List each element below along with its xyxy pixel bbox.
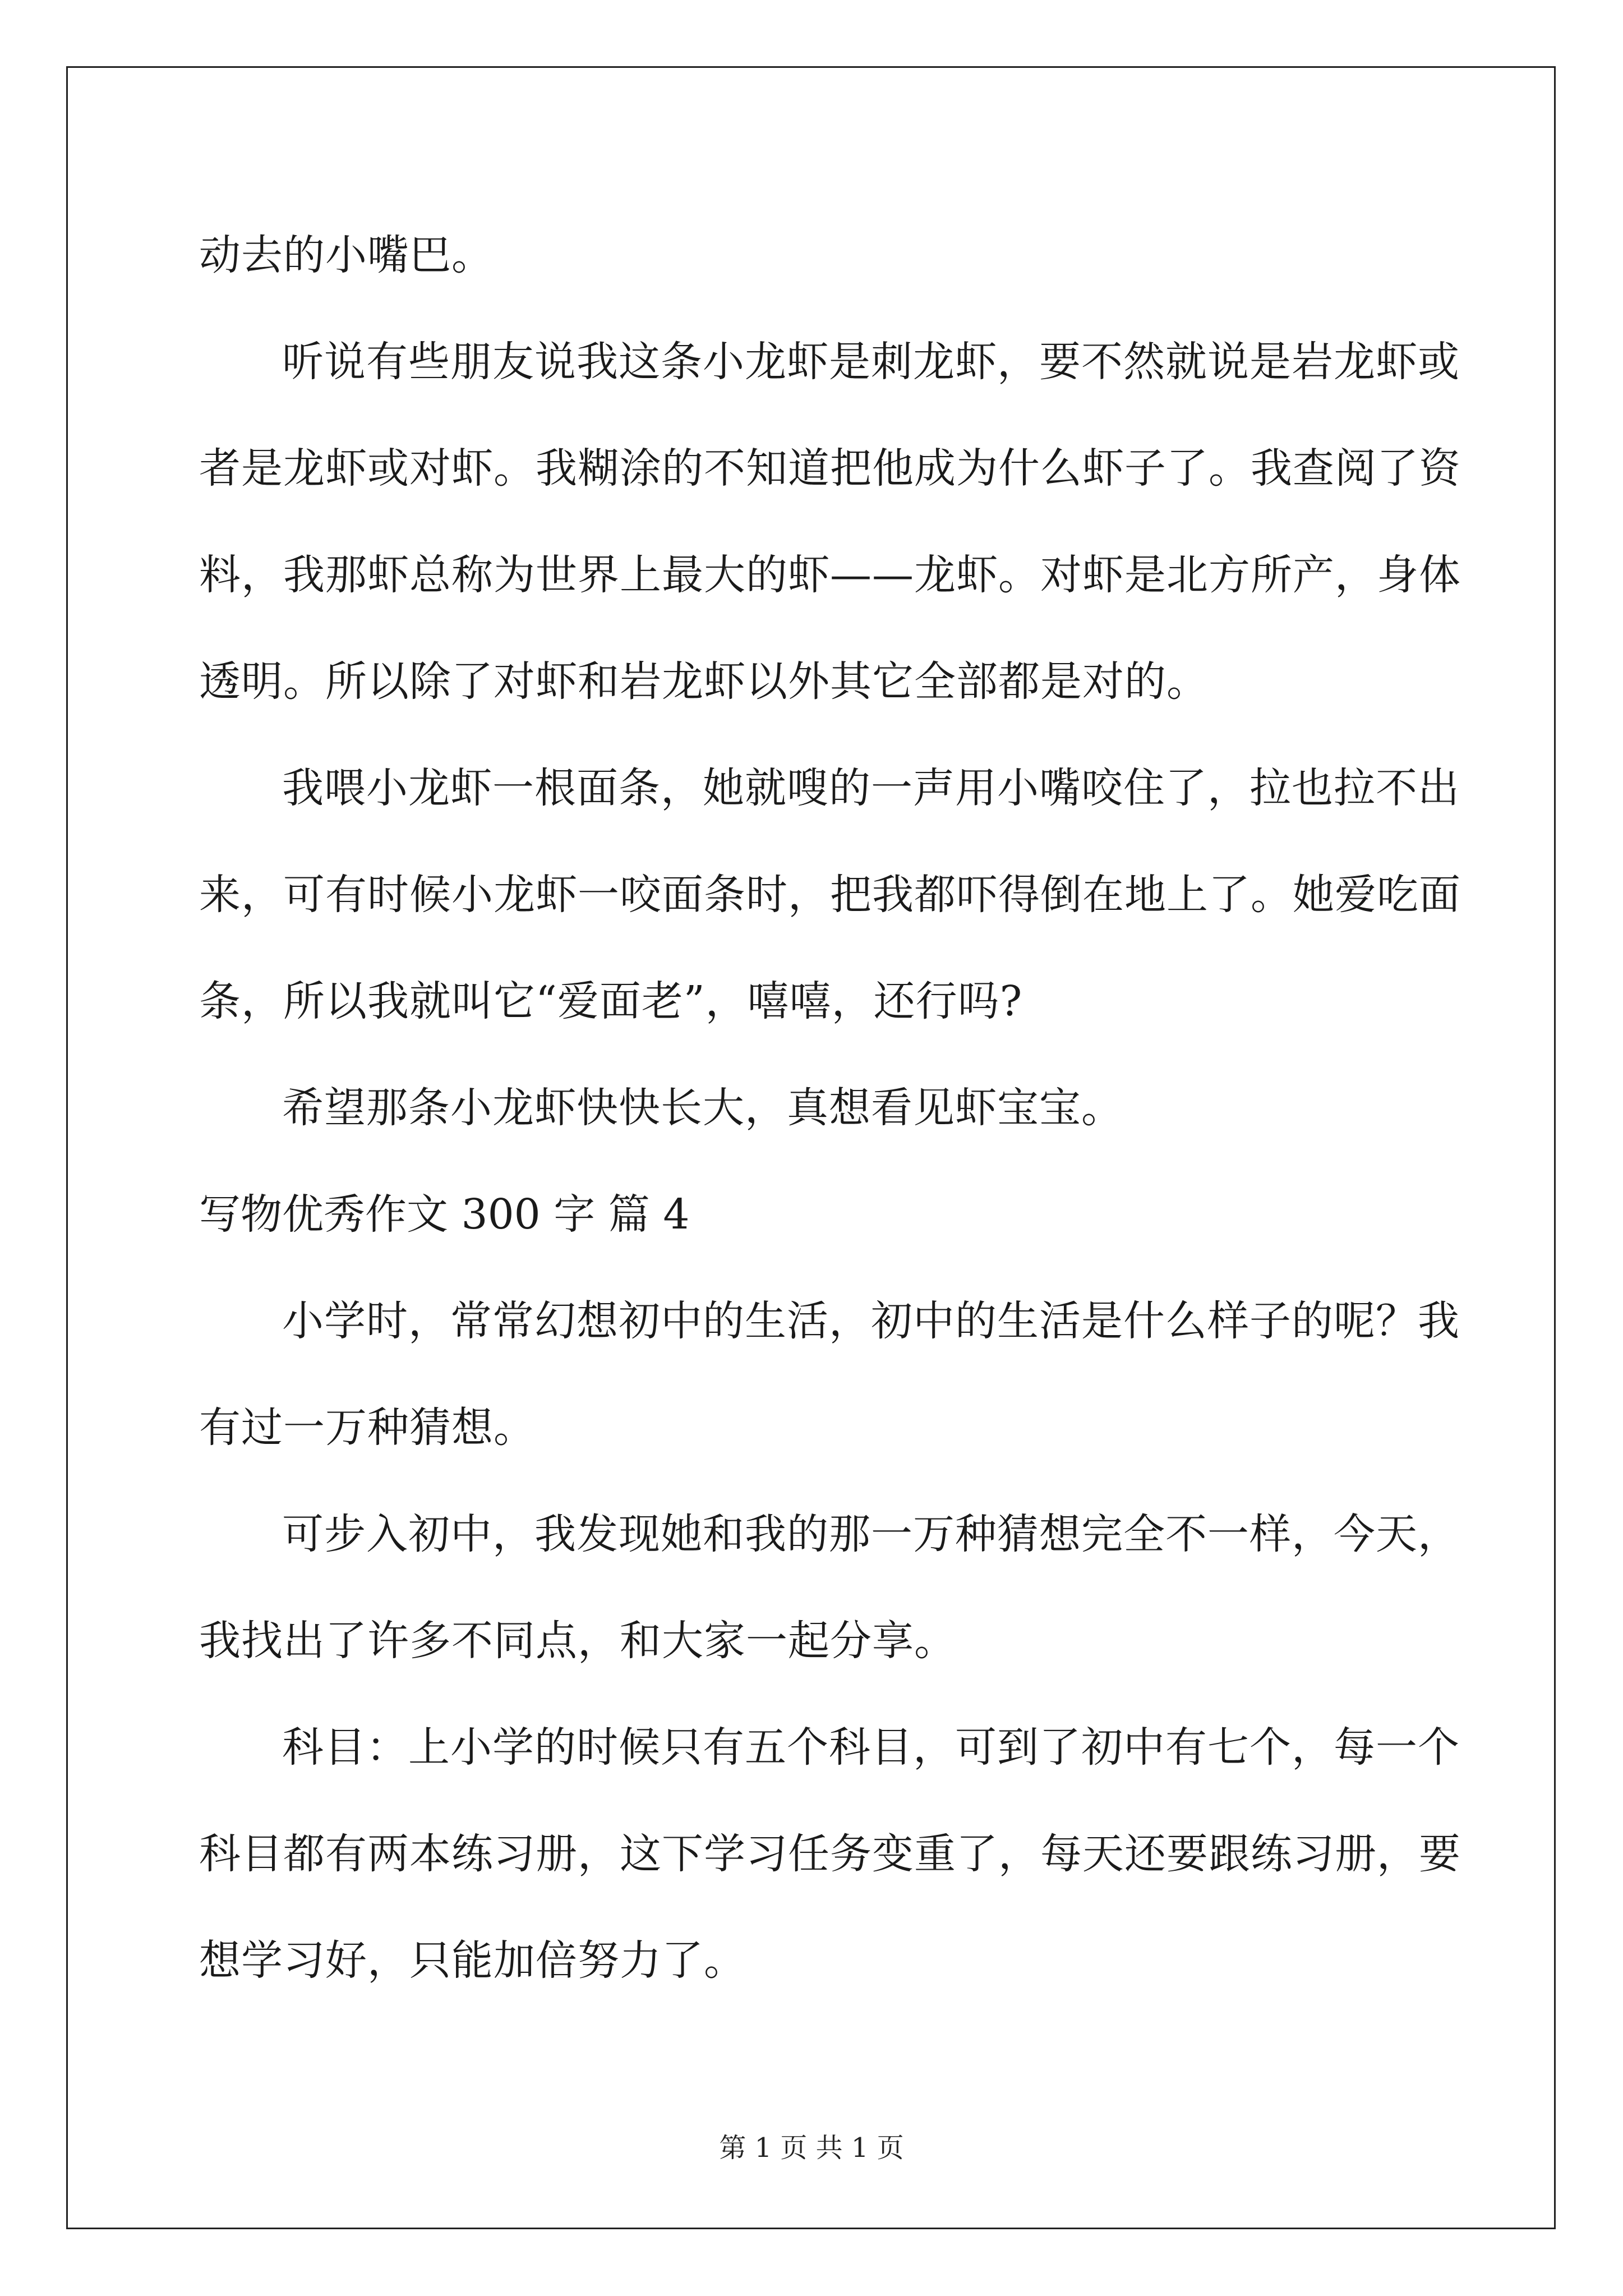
paragraph-line: 想学习好，只能加倍努力了。 [199, 1936, 746, 1985]
section-heading: 写物优秀作文 300 字 篇 4 [199, 1190, 690, 1239]
page-number-footer: 第 1 页 共 1 页 [719, 2132, 904, 2164]
paragraph-line: 动去的小嘴巴。 [199, 231, 494, 279]
paragraph-line: 者是龙虾或对虾。我糊涂的不知道把他成为什么虾子了。我查阅了资 [199, 444, 1461, 493]
paragraph-line: 科目都有两本练习册，这下学习任务变重了，每天还要跟练习册，要 [199, 1830, 1461, 1878]
paragraph-line: 可步入初中，我发现她和我的那一万种猜想完全不一样，今天， [282, 1510, 1460, 1558]
paragraph-line: 小学时，常常幻想初中的生活，初中的生活是什么样子的呢？我 [282, 1297, 1460, 1345]
paragraph-line: 条，所以我就叫它“爱面老”，嘻嘻，还行吗? [199, 977, 1023, 1025]
paragraph-line: 料，我那虾总称为世界上最大的虾——龙虾。对虾是北方所产，身体 [199, 551, 1461, 599]
paragraph-line: 听说有些朋友说我这条小龙虾是刺龙虾，要不然就说是岩龙虾或 [282, 338, 1460, 386]
paragraph-line: 透明。所以除了对虾和岩龙虾以外其它全部都是对的。 [199, 657, 1209, 706]
document-body [199, 202, 1461, 2014]
paragraph-line: 我喂小龙虾一根面条，她就嗖的一声用小嘴咬住了，拉也拉不出 [282, 764, 1460, 812]
paragraph-line: 有过一万种猜想。 [199, 1404, 536, 1452]
paragraph-line: 来，可有时候小龙虾一咬面条时，把我都吓得倒在地上了。她爱吃面 [199, 871, 1461, 919]
paragraph-line: 科目：上小学的时候只有五个科目，可到了初中有七个，每一个 [282, 1723, 1460, 1772]
paragraph-line: 我找出了许多不同点，和大家一起分享。 [199, 1617, 956, 1665]
paragraph-line: 希望那条小龙虾快快长大，真想看见虾宝宝。 [282, 1084, 1123, 1132]
